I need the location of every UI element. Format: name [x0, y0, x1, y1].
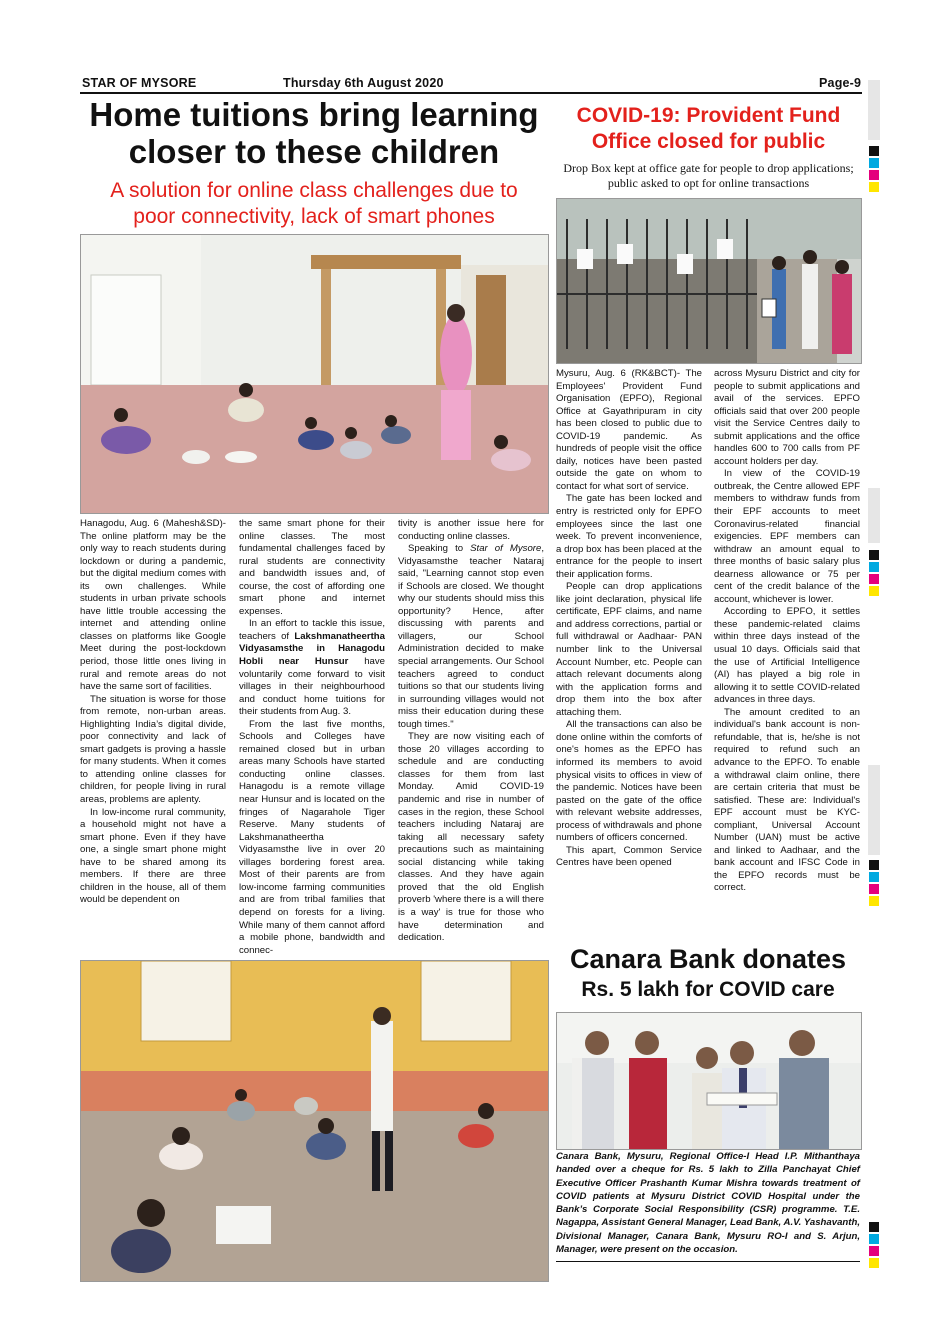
paper-name: STAR OF MYSORE [82, 76, 197, 90]
story2-paragraph: Mysuru, Aug. 6 (RK&BCT)- The Employees' Provident Fund Organisation (EPFO), Regional Office at Gayathripuram in city has been closed to public due to COVID-19 pandemic. As hundreds of people visit the office daily, notices have been pasted outside the gate on whom to contact for what sort of service. [556, 368, 702, 492]
story1-paragraph [239, 618, 385, 718]
story2-paragraph: across Mysuru District and city for people to submit applications and avail of the services. EPFO officials said that over 200 people visit the Service Centres daily to submit applications and the office handles 600 to 700 calls from PF account holders per day. [714, 368, 860, 467]
story2-paragraph: In view of the COVID-19 outbreak, the Centre allowed EPF members to withdraw funds from their EPF accounts to meet Coronavirus-related financial exigencies. EPF members can withdraw an amount equal to three months of basic salary plus dearness allowance or 75 per cent of the credit balance of the account, whichever is lower. [714, 468, 860, 605]
story3-photo-cheque [556, 1012, 862, 1150]
margin-strip [868, 765, 880, 855]
text-run: have voluntarily come forward to visit villages in their neighbourhood and conduct home tuitions for their students from Aug. 3. [239, 656, 385, 718]
story1-subhead [80, 178, 548, 230]
page-number: Page-9 [819, 76, 862, 90]
story2-deck [556, 161, 861, 191]
margin-strip [868, 80, 880, 140]
story1-paragraph [398, 543, 544, 731]
masthead-rule [80, 92, 862, 94]
story3-headline-line1: Canara Bank donates [569, 944, 847, 974]
story1-paragraph: They are now visiting each of those 20 villages according to schedule and are conducting classes for them from last Monday. Amid COVID-19 pandemic and rise in number of cases in the region, these School teachers including Nataraj are taking all necessary safety precautions such as maintaining social distancing while taking classes. And they have again proved that the old English proverb 'where there is a will there is a way' is true for those who have determination and dedication. [398, 731, 544, 944]
story2-photo-pf-gate [556, 198, 862, 364]
issue-date: Thursday 6th August 2020 [283, 76, 444, 90]
story2-paragraph: The amount credited to an individual's bank account is non-refundable, that is, he/she is not required to refund such an advance to the EPFO. To enable a withdrawal claim online, there are certain criteria that must be satisfied. These are: Individual's EPF account must be KYC-compliant, Universal Account Number (UAN) must be active and linked to Aadhaar, and the bank account and IFSC Code in the EPFO records must be correct. [714, 706, 860, 894]
story1-paragraph: Hanagodu, Aug. 6 (Mahesh&SD)- The online platform may be the only way to reach students during lockdown or during a pandemic, but the digital medium comes with its own challenges. While students in urban private schools have little trouble accessing the internet and attending online classes on platforms like Google Meet during the post-lockdown period, those little ones living in rural and remote areas do not have the same sort of facilities. [80, 518, 226, 693]
school-name-bold: Lakshmanatheertha Vidyasamsthe in Hanagodu Hobli near Hunsur [239, 630, 385, 668]
color-marks-lower [869, 860, 879, 908]
text-run: In an effort to tackle this issue, teachers of [239, 618, 385, 642]
story1-paragraph: The situation is worse for those from remote, non-urban areas. Highlighting India’s digital divide, poor connectivity and lack of smart gadgets is proving a hassle for many students. When it comes to attending online classes for children, for people living in rural areas, problems are aplenty. [80, 693, 226, 806]
story1-headline-line1: Home tuitions bring learning [89, 96, 539, 133]
story1-paragraph: the same smart phone for their online classes. The most fundamental challenges faced by rural students are connectivity and bandwidth issues and, of course, the cost of affording one smart phone and internet expenses. [239, 518, 385, 617]
margin-strip [868, 488, 880, 543]
story1-subhead-line1: A solution for online class challenges due to [110, 179, 518, 202]
story2-column-1 [556, 368, 702, 870]
color-marks-top [869, 146, 879, 194]
story2-paragraph: This apart, Common Service Centres have been opened [556, 844, 702, 869]
story1-column-1 [80, 518, 226, 907]
story3-headline-line2: Rs. 5 lakh for COVID care [581, 978, 835, 1001]
story1-paragraph: From the last five months, Schools and Colleges have remained closed but in urban areas many Schools have started conducting online classes. Hanagodu is a remote village near Hunsur and is located on the fringes of Nagarahole Tiger Reserve. Many students of Lakshmanatheertha Vidyasamsthe live in over 20 villages bordering forest area. Most of their parents are from low-income farming communities and are from tribal families that depend on forests for a living. While many of them cannot afford a mobile phone, bandwidth and connec- [239, 718, 385, 956]
caption-rule [556, 1261, 860, 1262]
story2-paragraph: The gate has been locked and entry is restricted only for EPFO employees since the last one week. To prevent inconvenience, a drop box has been placed at the entrance for the people to insert their application forms. [556, 493, 702, 580]
story1-column-2 [239, 518, 385, 957]
color-marks-mid [869, 550, 879, 598]
story2-headline [556, 103, 861, 155]
story1-paragraph: tivity is another issue here for conducting online classes. [398, 518, 544, 542]
text-run: , Vidyasamsthe teacher Nataraj said, "Learning cannot stop even if Schools are closed. We thought why our students should miss this opportunity? Hence, after discussing with parents and villagers, our School Administration decided to make special arrangements. Our School teachers agreed to conduct tuitions so that our students living in surrounding villages would not miss their education during these tough times." [398, 543, 544, 730]
story2-headline-line2: Office closed for public [591, 130, 826, 153]
story3-headline [554, 942, 862, 1003]
story1-headline [80, 96, 548, 170]
story3-caption: Canara Bank, Mysuru, Regional Office-I Head I.P. Mithanthaya handed over a cheque for Rs. 5 lakh to Zilla Panchayat Chief Executive Officer Prashanth Kumar Mishra towards treatment of COVID patients at Mysuru District COVID Hospital under the Bank’s Corporate Social Responsibility (CSR) programme. T.E. Nagappa, Assistant General Manager, Lead Bank, A.V. Yashavanth, Divisional Manager, Canara Bank, Mysuru RO-I and S. Arjun, Manager, were present on the occasion. [556, 1151, 860, 1256]
story2-deck-line2: public asked to opt for online transactions [607, 176, 810, 190]
story2-paragraph: According to EPFO, it settles these pandemic-related claims within three days instead of the usual 10 days. Officials said that the use of Artificial Intelligence (AI) has played a big role in allowing it to settle COVID-related advances in three days. [714, 606, 860, 706]
story2-deck-line1: Drop Box kept at office gate for people to drop applications; [563, 161, 854, 175]
story1-subhead-line2: poor connectivity, lack of smart phones [133, 205, 495, 228]
story1-paragraph: In low-income rural community, a household might not have a smart phone. Even if they have one, a single smart phone might have to be shared among its members. If there are three children in the house, all of them would be dependent on [80, 806, 226, 906]
story1-column-3 [398, 518, 544, 945]
text-run: Speaking to [408, 543, 471, 555]
story1-headline-line2: closer to these children [128, 133, 500, 170]
color-marks-bottom [869, 1222, 879, 1270]
story2-paragraph: All the transactions can also be done online within the comforts of one's homes as the EPFO has informed its members to avoid physical visits to offices in view of the pandemic. Notices have been pasted on the gate of the office with relevant website addresses, process of withdrawals and phone numbers of officers concerned. [556, 719, 702, 844]
publication-name-italic: Star of Mysore [470, 543, 542, 555]
story2-headline-line1: COVID-19: Provident Fund [576, 104, 841, 127]
story1-photo-classroom [80, 234, 549, 514]
story1-photo-tuition [80, 960, 549, 1282]
story2-paragraph: People can drop applications like joint declaration, physical life certificate, EPF claims, and name and address corrections, partial or full withdrawal or Aadhaar- PAN number link to the Universal Account Number, etc. People can attach relevant documents along with the application forms and drop them into the box after attaching them. [556, 581, 702, 718]
story2-column-2 [714, 368, 860, 895]
